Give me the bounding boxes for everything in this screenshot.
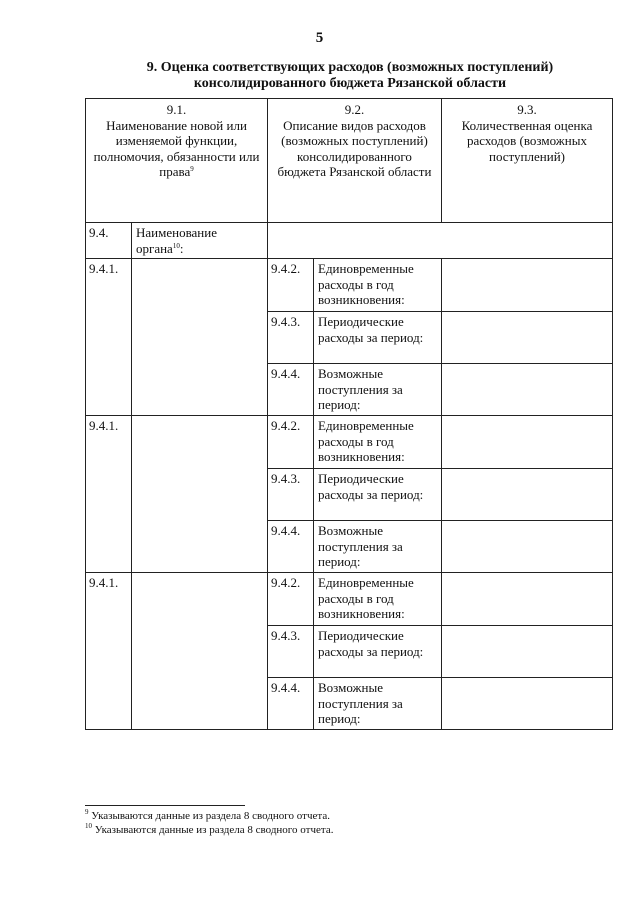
footnote-separator: [85, 805, 245, 806]
item-number-cell: 9.4.2.: [268, 259, 314, 312]
header-9-1-number: 9.1.: [166, 102, 187, 117]
group-function-cell: [132, 259, 268, 416]
organ-row-number: 9.4.: [86, 223, 132, 259]
table-row: [86, 416, 613, 469]
item-label-cell: Возможные поступления за период:: [314, 678, 442, 730]
group-number-cell: 9.4.1.: [86, 259, 132, 416]
item-number-cell: 9.4.4.: [268, 678, 314, 730]
item-value-cell: [442, 416, 613, 469]
header-9-3-text: Количественная оценка расходов (возможных поступлений): [461, 117, 593, 164]
item-label-cell: Периодические расходы за период:: [314, 469, 442, 521]
item-value-cell: [442, 678, 613, 730]
item-number-cell: 9.4.3.: [268, 626, 314, 678]
page-number: 5: [315, 30, 324, 46]
table-header-row: [86, 99, 613, 223]
footnote-9: $^9$ Указываются данные из раздела 8 сводного отчета.: [85, 808, 330, 822]
item-value-cell: [442, 521, 613, 573]
item-label-cell: Возможные поступления за период:: [314, 521, 442, 573]
section-title: [85, 60, 615, 92]
item-number-cell: 9.4.4.: [268, 364, 314, 416]
header-cell-9-2: [268, 99, 442, 223]
item-number-cell: 9.4.2.: [268, 416, 314, 469]
header-cell-9-3: [442, 99, 613, 223]
footnote-mark: 10: [85, 822, 92, 830]
table-row: [86, 573, 613, 626]
item-label-cell: Возможные поступления за период:: [314, 364, 442, 416]
organ-row-label: Наименование органа$^{10}$:: [132, 223, 268, 259]
item-value-cell: [442, 259, 613, 312]
item-label-cell: Периодические расходы за период:: [314, 312, 442, 364]
item-number-cell: 9.4.3.: [268, 312, 314, 364]
item-value-cell: [442, 364, 613, 416]
item-number-cell: 9.4.2.: [268, 573, 314, 626]
footnote-ref-9: 9: [190, 165, 194, 173]
group-number-cell: 9.4.1.: [86, 573, 132, 730]
footnote-10: $^{10}$ Указываются данные из раздела 8 сводного отчета.: [85, 822, 334, 836]
organ-row-value-cell: [268, 223, 613, 259]
header-9-1-text: Наименование новой или изменяемой функции, полномочия, обязанности или права$^9$: [93, 117, 260, 179]
group-function-cell: [132, 416, 268, 573]
item-value-cell: [442, 469, 613, 521]
group-number-cell: 9.4.1.: [86, 416, 132, 573]
assessment-table: [85, 98, 613, 730]
group-function-cell: [132, 573, 268, 730]
item-number-cell: 9.4.3.: [268, 469, 314, 521]
item-value-cell: [442, 573, 613, 626]
footnote-ref-10: 10: [172, 241, 180, 250]
item-number-cell: 9.4.4.: [268, 521, 314, 573]
item-label-cell: Единовременные расходы в год возникновения:: [314, 573, 442, 626]
header-9-2-text: Описание видов расходов (возможных поступлений) консолидированного бюджета Рязанской области: [277, 117, 432, 179]
item-label-cell: Единовременные расходы в год возникновения:: [314, 416, 442, 469]
header-9-3-number: 9.3.: [517, 102, 537, 117]
footnotes: [85, 809, 333, 837]
section-title-line1: 9. Оценка соответствующих расходов (возможных поступлений): [146, 60, 554, 75]
table-row: [86, 259, 613, 312]
footnote-mark: 9: [85, 808, 89, 816]
header-9-2-number: 9.2.: [344, 102, 365, 117]
item-label-cell: Периодические расходы за период:: [314, 626, 442, 678]
item-value-cell: [442, 626, 613, 678]
item-label-cell: Единовременные расходы в год возникновения:: [314, 259, 442, 312]
organ-row: [86, 223, 613, 259]
item-value-cell: [442, 312, 613, 364]
header-cell-9-1: [86, 99, 268, 223]
section-title-line2: консолидированного бюджета Рязанской области: [193, 76, 507, 91]
